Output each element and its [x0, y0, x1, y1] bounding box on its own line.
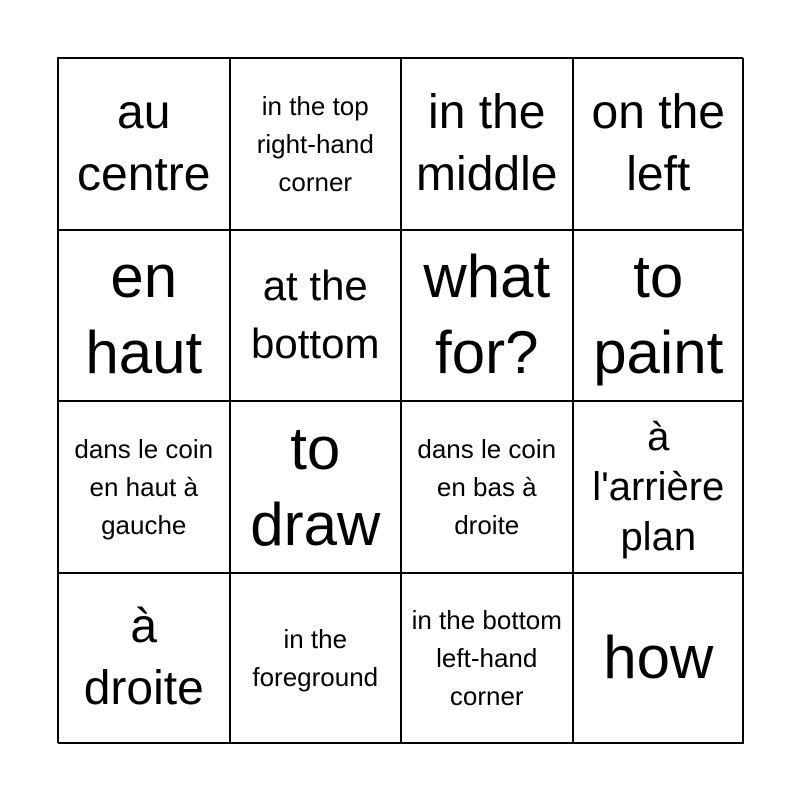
bingo-cell[interactable]	[573, 573, 745, 745]
cell-text: à droite	[83, 600, 204, 716]
cell-text: to draw	[250, 414, 381, 558]
bingo-cell[interactable]	[58, 573, 230, 745]
bingo-cell[interactable]	[401, 58, 573, 230]
bingo-cell[interactable]	[573, 401, 745, 573]
bingo-cell[interactable]	[230, 230, 402, 402]
cell-text: how	[603, 624, 714, 692]
cell-text: à l'arrière plan	[592, 414, 725, 559]
bingo-cell[interactable]	[58, 58, 230, 230]
bingo-grid	[57, 57, 743, 743]
bingo-cell[interactable]	[58, 401, 230, 573]
bingo-cell[interactable]	[401, 401, 573, 573]
cell-text: in the bottom left-hand corner	[411, 605, 562, 712]
bingo-cell[interactable]	[230, 58, 402, 230]
bingo-cell[interactable]	[230, 573, 402, 745]
cell-text: en haut	[85, 243, 203, 387]
cell-text: in the middle	[416, 85, 558, 201]
bingo-cell[interactable]	[573, 58, 745, 230]
bingo-cell[interactable]	[573, 230, 745, 402]
cell-text: dans le coin en bas à droite	[417, 433, 557, 540]
cell-text: to paint	[593, 243, 724, 387]
cell-text: on the left	[591, 85, 725, 201]
cell-text: in the foreground	[252, 624, 379, 693]
cell-text: at the bottom	[251, 262, 380, 368]
cell-text: what for?	[423, 243, 551, 387]
bingo-cell[interactable]	[401, 230, 573, 402]
cell-text: dans le coin en haut à gauche	[74, 433, 214, 540]
bingo-cell[interactable]	[58, 230, 230, 402]
cell-text: in the top right-hand corner	[256, 90, 374, 197]
bingo-cell[interactable]	[230, 401, 402, 573]
bingo-cell[interactable]	[401, 573, 573, 745]
cell-text: au centre	[77, 85, 211, 201]
